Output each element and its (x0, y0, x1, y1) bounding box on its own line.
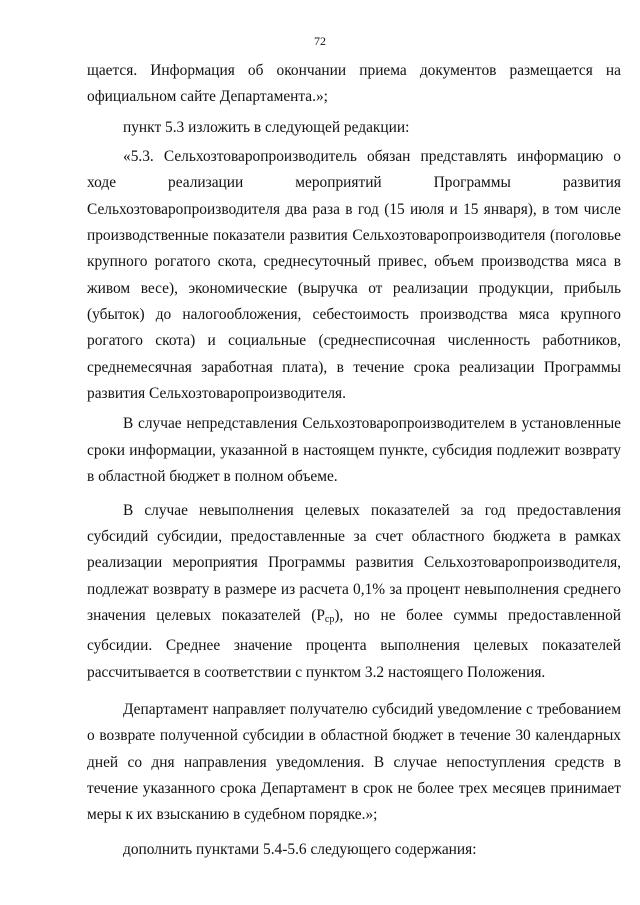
paragraph-continuation: щается. Информация об окончании приема документов размещается на официальном сайте Департамента.»; (87, 62, 621, 106)
paragraph-targets-text-end: ), но не более суммы предоставленной субсидии. Среднее значение процента выполнения целевых показателей рассчитывается в соответствии с пунктом 3.2 настоящего Положения. (87, 606, 622, 681)
page-number: 72 (314, 34, 326, 48)
subscript-sr: ср (324, 613, 335, 625)
paragraph-amend-5-3: пункт 5.3 изложить в следующей редакции: (123, 118, 410, 136)
paragraph-targets-failure (87, 498, 621, 686)
paragraph-5-3-text: «5.3. Сельхозтоваропроизводитель обязан представлять информацию о ходе реализации мероприятий Программы развития Сельхозтоваропроизводителя два раза в год (15 июля и 15 января), в том числе производственные показатели развития Сельхозтоваропроизводителя (поголовье крупного рогатого скота, среднесуточный привес, объем производства мяса в живом весе), экономические (выручка от реализации продукции, прибыль (убыток) до налогообложения, себестоимость производства мяса крупного рогатого скота) и социальные (среднесписочная численность работников, среднемесячная заработная плата), в течение срока реализации Программы развития Сельхозтоваропроизводителя. (87, 148, 621, 403)
paragraph-add-points: дополнить пунктами 5.4-5.6 следующего содержания: (123, 840, 477, 858)
paragraph-non-submission: В случае непредставления Сельхозтоваропроизводителем в установленные сроки информации, указанной в настоящем пункте, субсидия подлежит возврату в областной бюджет в полном объеме. (87, 415, 621, 486)
paragraph-targets-text-start: В случае невыполнения целевых показателей за год предоставления субсидий субсидии, предоставленные за счет областного бюджета в рамках реализации мероприятия Программы развития Сельхозтоваропроизводителя, подлежат возврату в размере из расчета 0,1% за процент невыполнения среднего значения целевых показателей (P (87, 501, 621, 624)
paragraph-department-notice: Департамент направляет получателю субсидий уведомление с требованием о возврате полученной субсидии в областной бюджет в течение 30 календарных дней со дня направления уведомления. В случае непоступления средств в течение указанного срока Департамент в срок не более трех месяцев принимает меры к их взысканию в судебном порядке.»; (87, 700, 621, 824)
document-body (87, 58, 621, 869)
